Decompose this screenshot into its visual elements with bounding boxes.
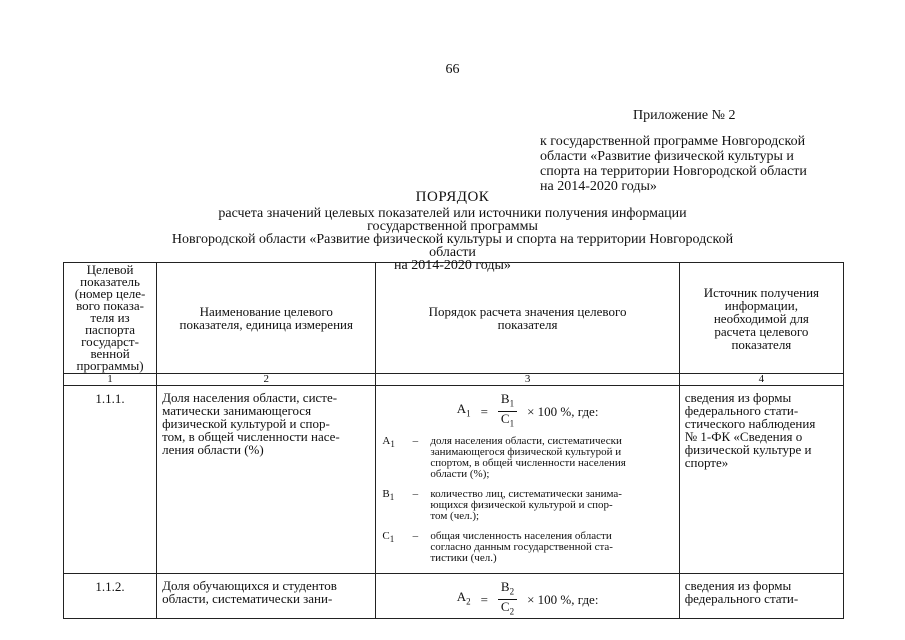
subtitle-line: расчета значений целевых показателей или источники получения информации государственной программы — [218, 206, 687, 234]
information-source: сведения из формы федерального стати- стического наблюдения № 1-ФК «Сведения о физической культуре и спорте» — [679, 386, 843, 574]
subtitle-line: Новгородской области «Развитие физической культуры и спорта на территории Новгородской области — [171, 232, 734, 260]
column-index-row — [64, 374, 844, 386]
header-information-source: Источник получения информации, необходимой для расчета целевого показателя — [679, 263, 843, 374]
appendix-line: области «Развитие физической культуры и — [540, 149, 794, 164]
formula: $A_2$ = $\frac{B_2}{C_2}$ × 100 %, где: — [456, 579, 599, 617]
column-index: 3 — [376, 374, 679, 386]
column-index: 4 — [679, 374, 843, 386]
definition-item: $B_1$ – количество лиц, систематически занима- ющихся физической культурой и спор- том (чел.); — [382, 488, 622, 523]
information-source: сведения из формы федерального стати- — [679, 574, 843, 619]
appendix-line: спорта на территории Новгородской области — [540, 164, 807, 179]
table-header-row — [64, 263, 844, 374]
indicator-number: 1.1.1. — [64, 386, 157, 574]
indicator-number: 1.1.2. — [64, 574, 157, 619]
table-row — [64, 574, 844, 619]
calculation-cell — [376, 386, 679, 574]
indicator-name: Доля населения области, систе- матически занимающегося физической культурой и спор- том, в общей численности насе- ления области (%) — [157, 386, 376, 574]
appendix-line: на 2014-2020 годы» — [540, 179, 657, 194]
column-index: 2 — [157, 374, 376, 386]
header-calculation-order: Порядок расчета значения целевого показателя — [376, 263, 679, 374]
column-index: 1 — [64, 374, 157, 386]
calculation-cell — [376, 574, 679, 619]
header-indicator-number: Целевой показатель (номер целе- вого показа- теля из паспорта государст- венной программы) — [64, 263, 157, 374]
appendix-title: Приложение № 2 — [633, 108, 736, 123]
appendix-block — [540, 108, 807, 194]
definition-item: $C_1$ – общая численность населения области согласно данным государственной ста- тистики (чел.) — [382, 530, 613, 565]
appendix-line: к государственной программе Новгородской — [540, 134, 806, 149]
table-row — [64, 386, 844, 574]
subtitle-line: на 2014-2020 годы» — [394, 258, 511, 273]
header-indicator-name: Наименование целевого показателя, единица измерения — [157, 263, 376, 374]
indicator-name: Доля обучающихся и студентов области, систематически зани- — [157, 574, 376, 619]
page-number: 66 — [445, 62, 460, 77]
formula-definitions — [376, 436, 678, 564]
indicators-table — [63, 262, 844, 619]
definition-item: $A_1$ – доля населения области, систематически занимающегося физической культурой и спортом, в общей численности населения области (%); — [382, 435, 626, 481]
formula: $A_1$ = $\frac{B_1}{C_1}$ × 100 %, где: — [456, 391, 599, 429]
document-title: ПОРЯДОК — [415, 189, 490, 205]
